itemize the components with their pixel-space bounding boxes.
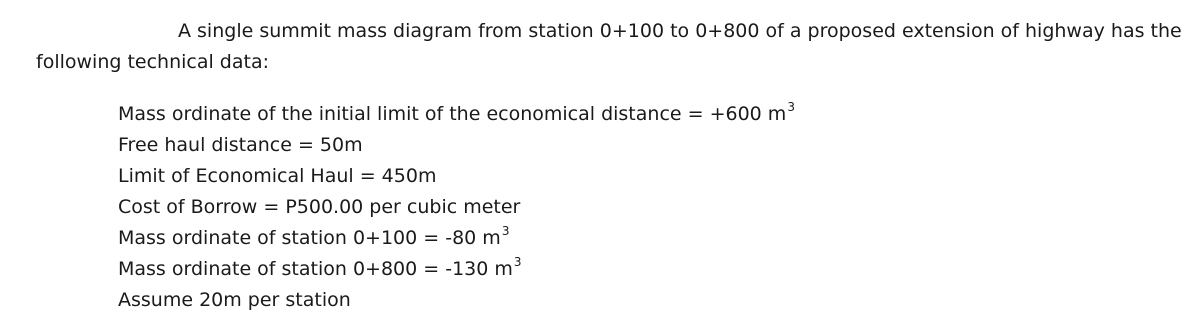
superscript: 3	[513, 254, 522, 269]
superscript: 3	[501, 223, 510, 238]
data-item-initial-limit-mass-ordinate	[118, 99, 795, 130]
data-item-text: Mass ordinate of the initial limit of the economical distance = +600 m	[118, 103, 787, 125]
data-item-cost-of-borrow	[118, 192, 795, 223]
data-item-text: Assume 20m per station	[118, 289, 351, 311]
data-item-text: Mass ordinate of station 0+800 = -130 m	[118, 258, 513, 280]
data-item-limit-economical-haul	[118, 161, 795, 192]
data-item-station-length	[118, 285, 795, 316]
problem-intro: A single summit mass diagram from station 0+100 to 0+800 of a proposed extension of highway has the following technical data:	[36, 20, 1182, 73]
superscript: 3	[787, 99, 795, 114]
data-item-free-haul-distance	[118, 130, 795, 161]
data-item-mass-ordinate-station-0800	[118, 254, 795, 285]
data-item-text: Mass ordinate of station 0+100 = -80 m	[118, 227, 501, 249]
technical-data-list	[118, 99, 795, 316]
data-item-text: Cost of Borrow = P500.00 per cubic meter	[118, 196, 521, 218]
data-item-text: Free haul distance = 50m	[118, 134, 363, 156]
data-item-text: Limit of Economical Haul = 450m	[118, 165, 437, 187]
data-item-mass-ordinate-station-0100	[118, 223, 795, 254]
